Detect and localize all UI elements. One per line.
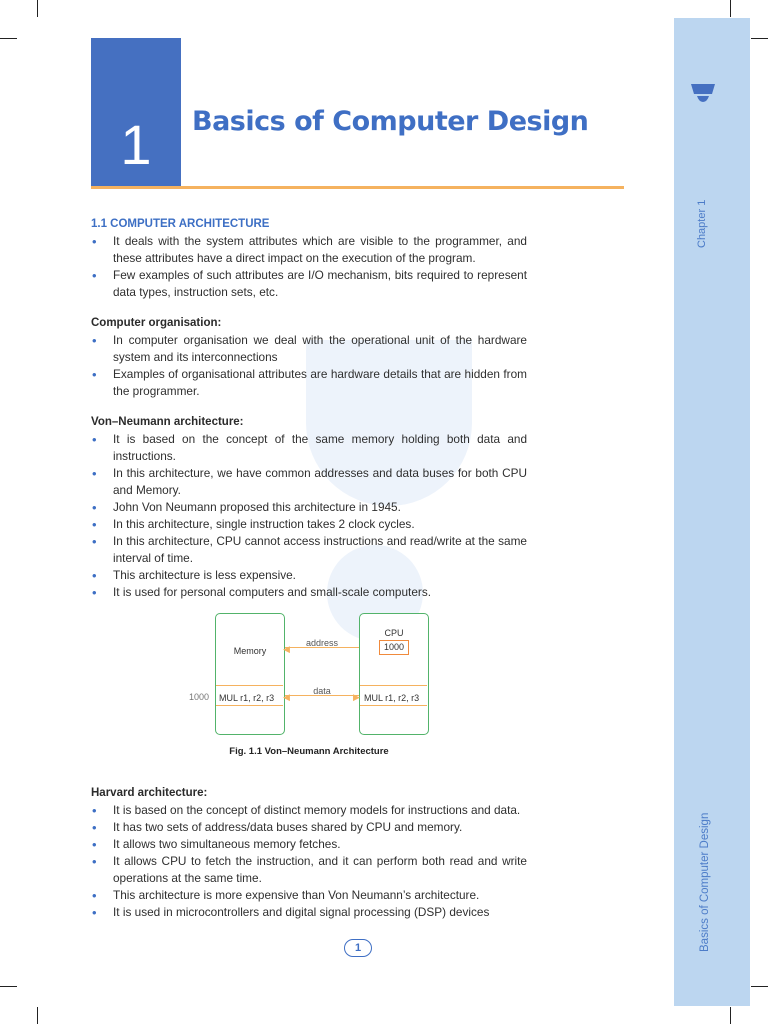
list-item: • It allows two simultaneous memory fetches.: [91, 836, 527, 853]
cup-logo-icon: [690, 82, 716, 104]
cpu-register: 1000: [379, 640, 409, 655]
list-item: • It is used in microcontrollers and digital signal processing (DSP) devices: [91, 904, 527, 921]
page-number: 1: [344, 939, 372, 957]
section-heading: 1.1 COMPUTER ARCHITECTURE: [91, 218, 270, 230]
crop-mark: [37, 0, 38, 17]
crop-mark: [751, 986, 768, 987]
list-item: • Examples of organisational attributes are hardware details that are hidden from the programmer.: [91, 366, 527, 400]
chapter-title: Basics of Computer Design: [192, 106, 589, 137]
sidebar-band: [674, 18, 750, 1006]
organisation-bullets: [91, 332, 527, 400]
memory-label: Memory: [233, 646, 267, 656]
harvard-bullets: [91, 802, 527, 921]
list-item: • It has two sets of address/data buses shared by CPU and memory.: [91, 819, 527, 836]
list-item: • It deals with the system attributes which are visible to the programmer, and these attributes have a direct impact on the execution of the program.: [91, 233, 527, 267]
cpu-row-top: [360, 685, 427, 686]
list-item: • In this architecture, CPU cannot access instructions and read/write at the same interval of time.: [91, 533, 527, 567]
list-item: • It is based on the concept of the same memory holding both data and instructions.: [91, 431, 527, 465]
memory-instruction: MUL r1, r2, r3: [219, 693, 275, 703]
side-address-label: 1000: [189, 692, 210, 702]
von-neumann-heading: Von–Neumann architecture:: [91, 416, 244, 428]
crop-mark: [0, 986, 17, 987]
figure-caption: Fig. 1.1 Von–Neumann Architecture: [229, 746, 389, 757]
data-arrow-left-icon: ◀: [283, 692, 290, 702]
von-neumann-bullets: [91, 431, 527, 601]
address-label: address: [305, 638, 339, 648]
crop-mark: [37, 1007, 38, 1024]
crop-mark: [0, 38, 17, 39]
harvard-heading: Harvard architecture:: [91, 787, 208, 799]
organisation-heading: Computer organisation:: [91, 317, 222, 329]
crop-mark: [730, 1007, 731, 1024]
von-neumann-figure: [91, 613, 527, 771]
cpu-label: CPU: [384, 628, 404, 638]
chapter-number: 1: [120, 113, 152, 176]
address-arrow-icon: ◀: [283, 644, 290, 654]
page-content: [91, 216, 527, 921]
memory-row-top: [216, 685, 283, 686]
list-item: • In this architecture, single instruction takes 2 clock cycles.: [91, 516, 527, 533]
list-item: • It is used for personal computers and small-scale computers.: [91, 584, 527, 601]
chapter-number-block: [91, 38, 181, 187]
crop-mark: [751, 38, 768, 39]
list-item: • Few examples of such attributes are I/O mechanism, bits required to represent data types, instruction sets, etc.: [91, 267, 527, 301]
list-item: • In computer organisation we deal with the operational unit of the hardware system and its interconnections: [91, 332, 527, 366]
section-bullets: [91, 233, 527, 301]
list-item: • John Von Neumann proposed this architecture in 1945.: [91, 499, 527, 516]
list-item: • This architecture is more expensive than Von Neumann’s architecture.: [91, 887, 527, 904]
data-arrow-right-icon: ▶: [353, 692, 360, 702]
memory-box: [215, 613, 285, 735]
book-title: Basics of Computer Design: [699, 812, 711, 952]
list-item: • It allows CPU to fetch the instruction, and it can perform both read and write operations at the same time.: [91, 853, 527, 887]
list-item: • In this architecture, we have common addresses and data buses for both CPU and Memory.: [91, 465, 527, 499]
chapter-label: Chapter 1: [696, 199, 708, 248]
data-label: data: [313, 686, 331, 696]
cpu-instruction: MUL r1, r2, r3: [364, 693, 420, 703]
title-divider: [91, 186, 624, 189]
list-item: • This architecture is less expensive.: [91, 567, 527, 584]
list-item: • It is based on the concept of distinct memory models for instructions and data.: [91, 802, 527, 819]
crop-mark: [730, 0, 731, 17]
